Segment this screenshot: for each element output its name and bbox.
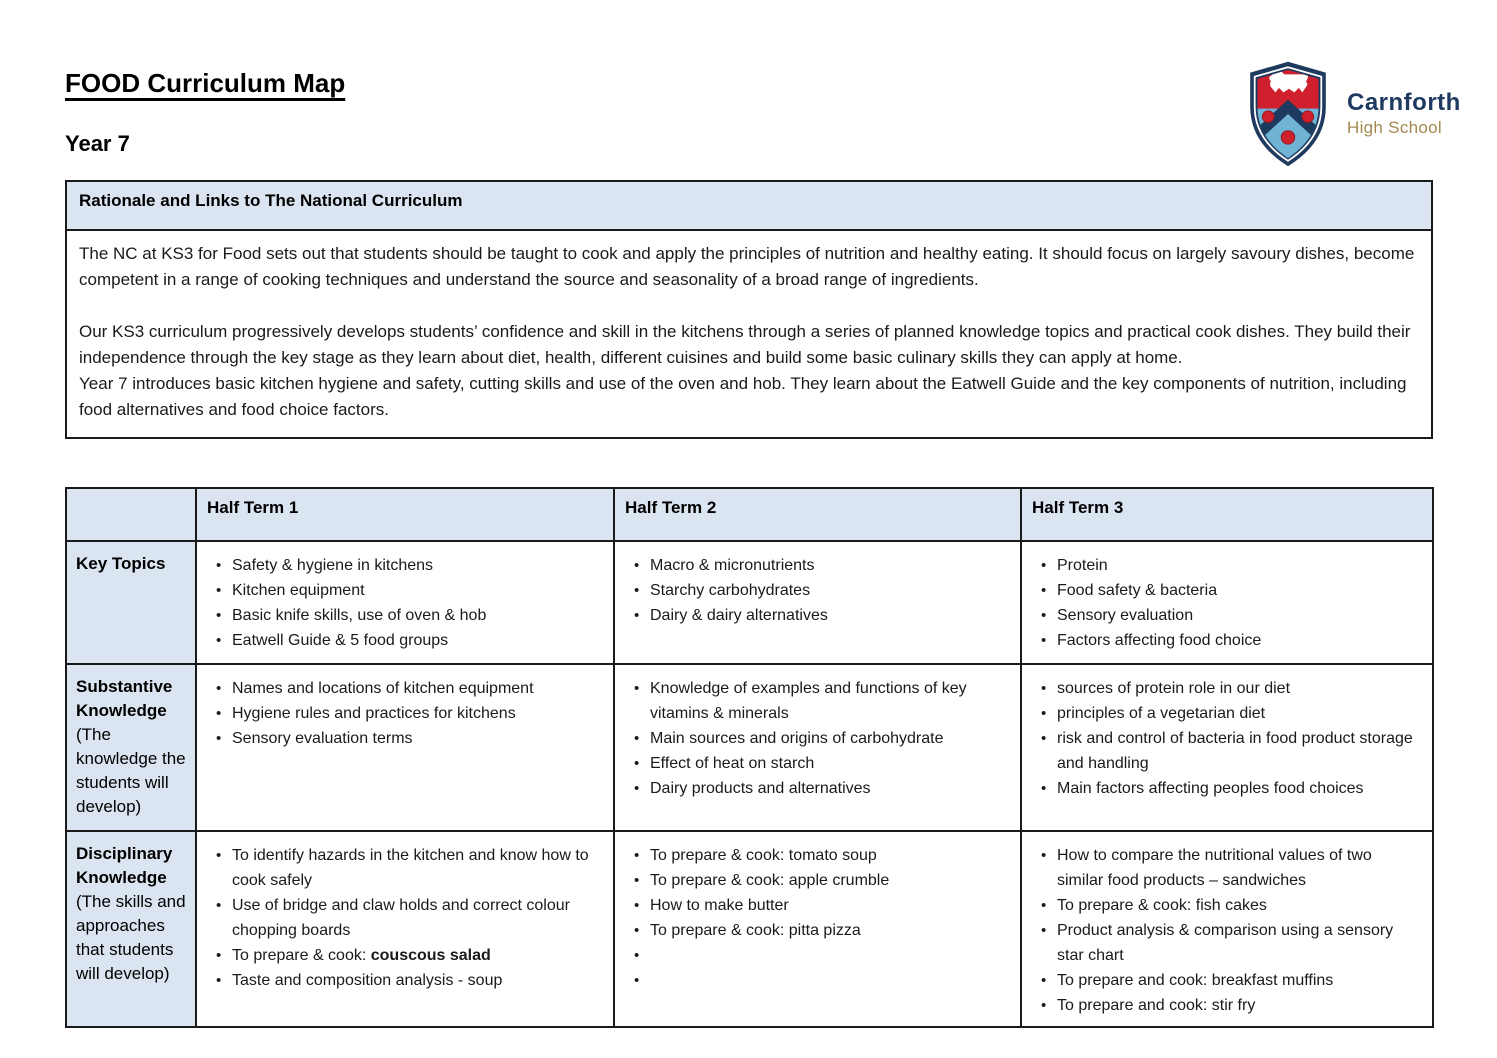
bullet-text: Names and locations of kitchen equipment (232, 680, 534, 697)
row-label: Key Topics (76, 554, 166, 573)
bullet-text: Effect of heat on starch (650, 755, 815, 772)
bullet-text: To prepare & cook: pitta pizza (650, 922, 861, 939)
bullet-text: Starchy carbohydrates (650, 582, 811, 599)
bullet-text: Taste and composition analysis - soup (232, 972, 503, 989)
bullet-item (619, 918, 1014, 943)
bullet-item (201, 603, 607, 628)
row-label: Substantive Knowledge (76, 677, 173, 720)
bullet-glyph: • (216, 582, 222, 599)
row-label-note: (The knowledge the students will develop) (76, 725, 186, 816)
bullet-item (201, 968, 607, 993)
bullet-glyph: • (634, 872, 640, 889)
bullet-glyph: • (216, 897, 222, 914)
school-crest-icon (1243, 60, 1333, 168)
school-tagline: High School (1347, 117, 1442, 137)
bullet-glyph: • (634, 730, 640, 747)
row-label-cell (67, 542, 197, 665)
bullet-text: Main sources and origins of carbohydrate (650, 730, 944, 747)
bullet-text: To prepare & cook: fish cakes (1057, 897, 1267, 914)
column-header: Half Term 2 (615, 489, 1022, 542)
row-label-cell (67, 832, 197, 1028)
bullet-glyph: • (1041, 847, 1047, 864)
table-cell (615, 542, 1022, 665)
bullet-glyph: • (1041, 997, 1047, 1014)
bullet-glyph: • (216, 557, 222, 574)
table-corner-cell (67, 489, 197, 542)
bullet-item (619, 968, 1014, 993)
bullet-item (201, 701, 607, 726)
bullet-text: To prepare and cook: stir fry (1057, 997, 1256, 1014)
bullet-item (1026, 993, 1426, 1018)
bullet-text: To prepare & cook: tomato soup (650, 847, 877, 864)
bullet-text: To prepare & cook: apple crumble (650, 872, 890, 889)
bullet-text: principles of a vegetarian diet (1057, 705, 1266, 722)
bullet-glyph: • (634, 922, 640, 939)
bullet-item (619, 893, 1014, 918)
rationale-header: Rationale and Links to The National Curriculum (67, 182, 1431, 231)
bullet-item (1026, 968, 1426, 993)
table-cell (197, 665, 615, 832)
bullet-text: Kitchen equipment (232, 582, 365, 599)
table-cell (197, 542, 615, 665)
table-cell (1022, 665, 1434, 832)
bullet-item (1026, 776, 1426, 801)
column-header: Half Term 3 (1022, 489, 1434, 542)
bullet-glyph: • (1041, 972, 1047, 989)
school-name: Carnforth (1347, 89, 1461, 117)
bullet-text: Sensory evaluation terms (232, 730, 413, 747)
bullet-text: To identify hazards in the kitchen and know how to cook safely (232, 847, 589, 889)
rationale-box (65, 180, 1433, 439)
bullet-item (201, 578, 607, 603)
bullet-text: sources of protein role in our diet (1057, 680, 1291, 697)
table-cell (1022, 542, 1434, 665)
bullet-item (619, 868, 1014, 893)
bullet-text: How to compare the nutritional values of two similar food products – sandwiches (1057, 847, 1372, 889)
rationale-paragraph: The NC at KS3 for Food sets out that students should be taught to cook and apply the principles of nutrition and healthy eating. It should focus on largely savoury dishes, become competent in a range of cooking techniques and understand the source and seasonality of a broad range of ingredients. (79, 244, 1415, 289)
table-cell (197, 832, 615, 1028)
bullet-item (201, 676, 607, 701)
bullet-item (1026, 726, 1426, 776)
bullet-glyph: • (634, 680, 640, 697)
bullet-item (619, 943, 1014, 968)
bullet-text (650, 968, 1014, 993)
bullet-text: Product analysis & comparison using a sensory star chart (1057, 922, 1394, 964)
bullet-item (619, 676, 1014, 726)
bullet-glyph: • (634, 780, 640, 797)
bullet-item (1026, 893, 1426, 918)
bullet-glyph: • (634, 607, 640, 624)
bullet-item (201, 893, 607, 943)
school-logo (1243, 60, 1461, 168)
bullet-glyph: • (1041, 897, 1047, 914)
bullet-glyph: • (634, 972, 640, 989)
bullet-text: Sensory evaluation (1057, 607, 1194, 624)
bullet-glyph: • (216, 607, 222, 624)
bullet-text: To prepare and cook: breakfast muffins (1057, 972, 1334, 989)
bullet-item (1026, 553, 1426, 578)
row-label-cell (67, 665, 197, 832)
bullet-text: To prepare & cook: couscous salad (232, 947, 491, 964)
bullet-glyph: • (216, 680, 222, 697)
bullet-glyph: • (1041, 632, 1047, 649)
bullet-text: Safety & hygiene in kitchens (232, 557, 434, 574)
bullet-glyph: • (216, 947, 222, 964)
bullet-item (619, 553, 1014, 578)
bullet-text: Main factors affecting peoples food choices (1057, 780, 1364, 797)
bullet-glyph: • (216, 847, 222, 864)
bullet-glyph: • (216, 972, 222, 989)
bullet-item (201, 843, 607, 893)
column-header: Half Term 1 (197, 489, 615, 542)
curriculum-table (65, 487, 1434, 1028)
bullet-item (1026, 603, 1426, 628)
bullet-text: Use of bridge and claw holds and correct colour chopping boards (232, 897, 570, 939)
bullet-glyph: • (1041, 607, 1047, 624)
school-logo-text (1347, 90, 1461, 137)
bullet-item (1026, 578, 1426, 603)
bullet-text: Macro & micronutrients (650, 557, 815, 574)
bullet-glyph: • (1041, 780, 1047, 797)
bullet-glyph: • (216, 730, 222, 747)
year-subtitle: Year 7 (65, 131, 130, 156)
bullet-item (1026, 628, 1426, 653)
bullet-item (1026, 918, 1426, 968)
bullet-item (1026, 701, 1426, 726)
bullet-item (619, 578, 1014, 603)
table-cell (1022, 832, 1434, 1028)
bullet-text: Hygiene rules and practices for kitchens (232, 705, 516, 722)
bullet-glyph: • (634, 755, 640, 772)
bullet-glyph: • (634, 897, 640, 914)
bullet-item (201, 553, 607, 578)
bullet-text: Factors affecting food choice (1057, 632, 1262, 649)
bullet-text: Protein (1057, 557, 1108, 574)
bullet-text: Eatwell Guide & 5 food groups (232, 632, 449, 649)
bullet-item (1026, 676, 1426, 701)
bullet-text: Dairy products and alternatives (650, 780, 871, 797)
bullet-glyph: • (1041, 705, 1047, 722)
bullet-item (201, 726, 607, 751)
bullet-glyph: • (634, 582, 640, 599)
bullet-glyph: • (216, 632, 222, 649)
bullet-text: Basic knife skills, use of oven & hob (232, 607, 487, 624)
bullet-item (619, 603, 1014, 628)
bullet-glyph: • (1041, 582, 1047, 599)
bullet-glyph: • (634, 947, 640, 964)
bullet-text: How to make butter (650, 897, 789, 914)
bullet-item (1026, 843, 1426, 893)
row-label-note: (The skills and approaches that students will develop) (76, 892, 186, 983)
bullet-text: risk and control of bacteria in food product storage and handling (1057, 730, 1413, 772)
bullet-glyph: • (1041, 557, 1047, 574)
bullet-item (201, 943, 607, 968)
bullet-text: Food safety & bacteria (1057, 582, 1218, 599)
bullet-text (650, 943, 1014, 968)
bullet-glyph: • (1041, 922, 1047, 939)
bullet-text: Knowledge of examples and functions of key vitamins & minerals (650, 680, 967, 722)
bullet-glyph: • (634, 557, 640, 574)
row-label: Disciplinary Knowledge (76, 844, 173, 887)
bullet-item (619, 751, 1014, 776)
bullet-glyph: • (634, 847, 640, 864)
table-cell (615, 665, 1022, 832)
bullet-text: Dairy & dairy alternatives (650, 607, 828, 624)
bullet-item (619, 843, 1014, 868)
bullet-item (201, 628, 607, 653)
bullet-item (619, 776, 1014, 801)
rationale-paragraph: Year 7 introduces basic kitchen hygiene and safety, cutting skills and use of the oven and hob. They learn about the Eatwell Guide and the key components of nutrition, including food alternatives and food choice factors. (79, 374, 1407, 419)
rationale-paragraph: Our KS3 curriculum progressively develops students’ confidence and skill in the kitchens through a series of planned knowledge topics and practical cook dishes. They build their independence through the key stage as they learn about diet, health, different cuisines and build some basic culinary skills they can apply at home. (79, 322, 1411, 367)
rationale-body (67, 231, 1431, 437)
bullet-glyph: • (1041, 680, 1047, 697)
bullet-glyph: • (1041, 730, 1047, 747)
page-title: FOOD Curriculum Map (65, 68, 346, 98)
bullet-glyph: • (216, 705, 222, 722)
table-cell (615, 832, 1022, 1028)
bullet-item (619, 726, 1014, 751)
